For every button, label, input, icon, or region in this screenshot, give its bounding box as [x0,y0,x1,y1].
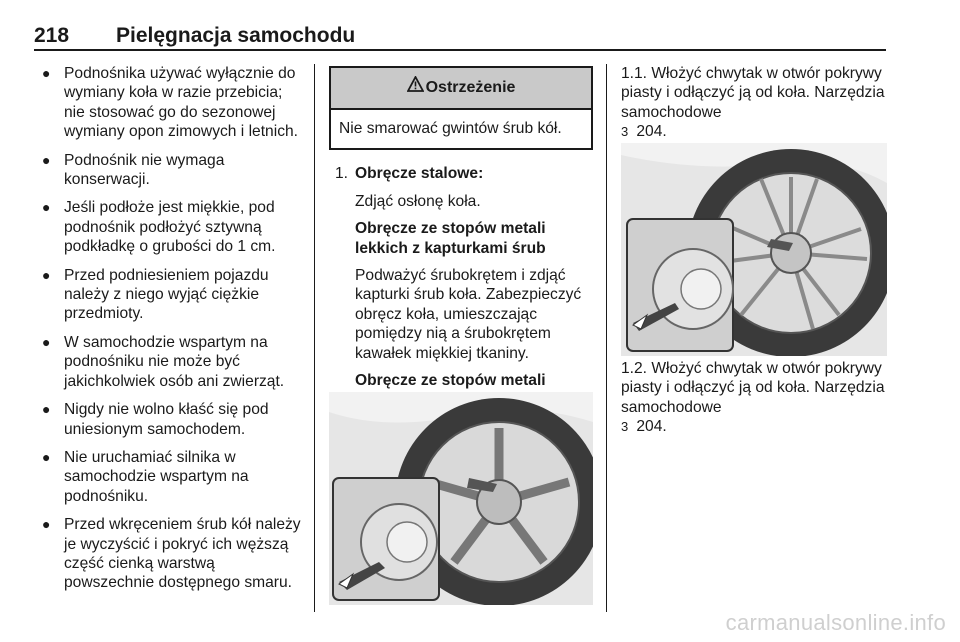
bullet-icon: ● [42,199,51,216]
list-item: ● Jeśli podłoże jest miękkie, pod podnośnik podłożyć sztywną podkładkę o grubości do 1 cm. [42,199,276,256]
list-item: ● Podnośnika używać wyłącznie do wymiany koła w razie przebicia; nie stosować go do sezonowej wymiany opon zimowych i letnich. [42,65,298,141]
list-item: ● Nigdy nie wolno kłaść się pod uniesionym samochodem. [42,401,269,438]
bullet-icon: ● [42,516,51,533]
instruction-1-2: 1.2. Włożyć chwytak w otwór pokrywy piasty i odłączyć ją od koła. Narzędzia samochodowe 3 204. [621,360,885,436]
list-item: ● Podnośnik nie wymaga konserwacji. [42,151,225,189]
list-item: ● W samochodzie wspartym na podnośniku nie może być jakichkolwiek osób ani zwierząt. [42,333,285,390]
column-2 [329,64,593,445]
heading-alloy-caps: Obręcze ze stopów metali lekkich z kapturkami śrub [355,220,546,257]
heading-steel-rims: Obręcze stalowe: [355,165,484,183]
column-3 [621,64,891,436]
list-item: ● Nie uruchamiać silnika w samochodzie wspartym na podnośniku. [42,448,249,505]
warning-header [331,68,591,110]
cross-reference-icon: 3 [621,124,629,140]
warning-box [329,66,593,150]
chapter-title: Pielęgnacja samochodu [116,24,356,47]
bullet-icon: ● [42,333,51,350]
watermark: carmanualsonline.info [725,610,946,635]
bullet-icon: ● [42,151,51,168]
list-item: ● Przed podniesieniem pojazdu należy z niego wyjąć ciężkie przedmioty. [42,266,269,323]
bullet-icon: ● [42,266,51,283]
wheel-hub-cover-illustration-2 [621,143,887,356]
heading-alloy-hub: Obręcze ze stopów metali [355,372,546,390]
instruction-1-1: 1.1. Włożyć chwytak w otwór pokrywy piasty i odłączyć ją od koła. Narzędzia samochodowe 3 204. [621,65,885,141]
bullet-icon: ● [42,448,51,465]
column-1 [40,64,302,602]
text-steel-rims: Zdjąć osłonę koła. [355,192,481,210]
page-header [34,18,886,50]
wheel-hub-cover-illustration-1 [329,392,593,605]
warning-text: Nie smarować gwintów śrub kół. [339,120,562,137]
column-divider-2 [606,64,607,612]
text-alloy-caps: Podważyć śrubokrętem i zdjąć kapturki śrub koła. Zabezpieczyć obręcz koła, umieszczając pomiędzy nią a śrubokrętem kawałek miękkiej tkaniny. [355,267,582,362]
page-number: 218 [34,24,70,47]
bullet-icon: ● [42,65,51,81]
warning-title: Ostrzeżenie [425,79,516,97]
cross-reference-icon: 3 [621,419,629,435]
warning-triangle-icon [407,68,424,108]
list-item: ● Przed wkręceniem śrub kół należy je wyczyścić i pokryć ich węższą część cienką warstwą powszechnie dostępnego smaru. [42,516,301,592]
safety-bullet-list [40,64,302,593]
column-divider-1 [314,64,315,612]
bullet-icon: ● [42,401,51,418]
step-number: 1. [335,165,349,183]
header-divider [34,49,886,51]
